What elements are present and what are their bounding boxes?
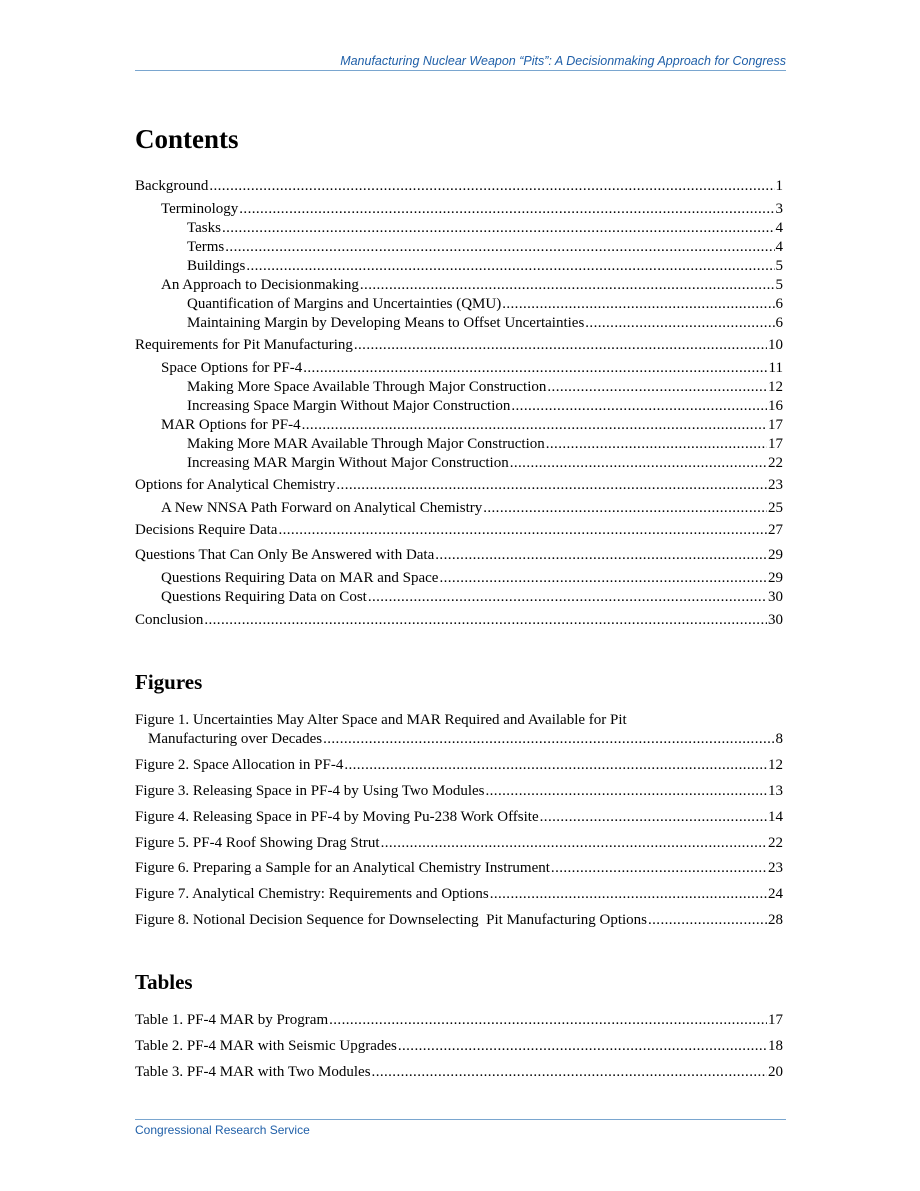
toc-entry-label: Options for Analytical Chemistry — [135, 477, 336, 493]
leader-dots — [372, 1062, 767, 1082]
leader-dots — [502, 294, 774, 314]
toc-entry-maintaining-margin[interactable] — [135, 313, 783, 333]
figure-entry-label: Manufacturing over Decades — [148, 731, 323, 747]
leader-dots — [354, 335, 767, 355]
toc-entry-space-options[interactable] — [135, 358, 783, 378]
leader-dots — [510, 453, 767, 473]
leader-dots — [381, 833, 767, 853]
figure-entry-label: Figure 2. Space Allocation in PF-4 — [135, 757, 344, 773]
toc-entry-label: Conclusion — [135, 612, 204, 628]
figure-3-entry[interactable] — [135, 781, 783, 801]
figure-entry-page: 23 — [768, 860, 783, 876]
toc-entry-page: 30 — [768, 612, 783, 628]
toc-entry-page: 1 — [775, 178, 783, 194]
toc-entry-nnsa-path[interactable] — [135, 498, 783, 518]
contents-heading: Contents — [135, 124, 239, 154]
toc-entry-space-margin[interactable] — [135, 396, 783, 416]
leader-dots — [551, 858, 767, 878]
toc-entry-label: Buildings — [187, 258, 246, 274]
leader-dots — [546, 434, 767, 454]
table-2-entry[interactable] — [135, 1036, 783, 1056]
toc-entry-page: 10 — [768, 337, 783, 353]
toc-entry-mar-margin[interactable] — [135, 453, 783, 473]
figure-entry-page: 24 — [768, 886, 783, 902]
figure-entry-label: Figure 3. Releasing Space in PF-4 by Using Two Modules — [135, 783, 485, 799]
toc-entry-label: Increasing Space Margin Without Major Construction — [187, 398, 511, 414]
toc-entry-questions[interactable] — [135, 545, 783, 565]
toc-entry-label: Space Options for PF-4 — [161, 360, 303, 376]
toc-entry-conclusion[interactable] — [135, 610, 783, 630]
figure-4-entry[interactable] — [135, 807, 783, 827]
toc-entry-page: 11 — [768, 360, 783, 376]
toc-entry-page: 16 — [768, 398, 783, 414]
toc-entry-background[interactable] — [135, 176, 783, 196]
toc-entry-page: 17 — [768, 417, 783, 433]
toc-entry-page: 23 — [768, 477, 783, 493]
leader-dots — [329, 1010, 767, 1030]
table-3-entry[interactable] — [135, 1062, 783, 1082]
leader-dots — [648, 910, 767, 930]
toc-entry-page: 22 — [768, 455, 783, 471]
figure-entry-label: Figure 4. Releasing Space in PF-4 by Moving Pu-238 Work Offsite — [135, 809, 539, 825]
figure-entry-label: Figure 6. Preparing a Sample for an Analytical Chemistry Instrument — [135, 860, 550, 876]
leader-dots — [540, 807, 767, 827]
leader-dots — [336, 475, 767, 495]
figure-8-entry[interactable] — [135, 910, 783, 930]
figure-entry-page: 12 — [768, 757, 783, 773]
toc-entry-page: 30 — [768, 589, 783, 605]
toc-entry-page: 27 — [768, 522, 783, 538]
toc-entry-page: 5 — [775, 277, 783, 293]
toc-entry-label: Questions Requiring Data on Cost — [161, 589, 367, 605]
leader-dots — [486, 781, 768, 801]
figure-6-entry[interactable] — [135, 858, 783, 878]
leader-dots — [246, 256, 774, 276]
toc-entry-page: 3 — [775, 201, 783, 217]
figure-entry-page: 8 — [775, 731, 783, 747]
toc-entry-page: 29 — [768, 547, 783, 563]
toc-entry-label: Quantification of Margins and Uncertainties (QMU) — [187, 296, 502, 312]
toc-entry-decisions-data[interactable] — [135, 520, 783, 540]
toc-entry-label: A New NNSA Path Forward on Analytical Chemistry — [161, 500, 483, 516]
leader-dots — [511, 396, 767, 416]
toc-entry-label: Making More Space Available Through Major Construction — [187, 379, 547, 395]
table-1-entry[interactable] — [135, 1010, 783, 1030]
table-entry-page: 17 — [768, 1012, 783, 1028]
toc-entry-label: Background — [135, 178, 209, 194]
figure-1-label-line1[interactable]: Figure 1. Uncertainties May Alter Space and MAR Required and Available for Pit — [135, 712, 627, 728]
toc-entry-qmu[interactable] — [135, 294, 783, 314]
toc-entry-page: 6 — [775, 315, 783, 331]
leader-dots — [302, 415, 767, 435]
leader-dots — [209, 176, 774, 196]
figure-entry-page: 13 — [768, 783, 783, 799]
table-entry-page: 18 — [768, 1038, 783, 1054]
leader-dots — [439, 568, 767, 588]
toc-entry-page: 5 — [775, 258, 783, 274]
figure-2-entry[interactable] — [135, 755, 783, 775]
leader-dots — [225, 237, 774, 257]
leader-dots — [547, 377, 767, 397]
toc-entry-label: Maintaining Margin by Developing Means to Offset Uncertainties — [187, 315, 585, 331]
tables-heading: Tables — [135, 970, 193, 994]
leader-dots — [222, 218, 775, 238]
toc-entry-terms[interactable] — [135, 237, 783, 257]
leader-dots — [360, 275, 775, 295]
toc-entry-tasks[interactable] — [135, 218, 783, 238]
figure-entry-page: 14 — [768, 809, 783, 825]
table-entry-page: 20 — [768, 1064, 783, 1080]
leader-dots — [398, 1036, 767, 1056]
leader-dots — [435, 545, 767, 565]
toc-entry-analytical-chemistry[interactable] — [135, 475, 783, 495]
leader-dots — [585, 313, 774, 333]
toc-entry-mar-options[interactable] — [135, 415, 783, 435]
toc-entry-approach[interactable] — [135, 275, 783, 295]
toc-entry-terminology[interactable] — [135, 199, 783, 219]
toc-entry-requirements[interactable] — [135, 335, 783, 355]
table-entry-label: Table 3. PF-4 MAR with Two Modules — [135, 1064, 371, 1080]
running-header: Manufacturing Nuclear Weapon “Pits”: A Decisionmaking Approach for Congress — [135, 54, 786, 71]
toc-entry-page: 17 — [768, 436, 783, 452]
leader-dots — [204, 610, 767, 630]
figure-entry-label: Figure 7. Analytical Chemistry: Requirements and Options — [135, 886, 489, 902]
leader-dots — [368, 587, 767, 607]
figure-entry-page: 22 — [768, 835, 783, 851]
figure-5-entry[interactable] — [135, 833, 783, 853]
figure-entry-page: 28 — [768, 912, 783, 928]
toc-entry-label: Terms — [187, 239, 225, 255]
figure-entry-label: Figure 5. PF-4 Roof Showing Drag Strut — [135, 835, 380, 851]
table-entry-label: Table 2. PF-4 MAR with Seismic Upgrades — [135, 1038, 397, 1054]
toc-entry-label: An Approach to Decisionmaking — [161, 277, 359, 293]
toc-entry-label: Tasks — [187, 220, 221, 236]
toc-entry-label: Questions That Can Only Be Answered with Data — [135, 547, 435, 563]
toc-entry-label: Decisions Require Data — [135, 522, 278, 538]
leader-dots — [303, 358, 767, 378]
toc-entry-questions-cost[interactable] — [135, 587, 783, 607]
figure-7-entry[interactable] — [135, 884, 783, 904]
toc-entry-page: 29 — [768, 570, 783, 586]
page-footer: Congressional Research Service — [135, 1119, 786, 1137]
toc-entry-label: Questions Requiring Data on MAR and Space — [161, 570, 439, 586]
toc-entry-label: Terminology — [161, 201, 239, 217]
figure-1-entry[interactable] — [135, 729, 783, 749]
leader-dots — [239, 199, 774, 219]
toc-entry-more-mar-construction[interactable] — [135, 434, 783, 454]
toc-entry-page: 4 — [775, 220, 783, 236]
toc-entry-page: 4 — [775, 239, 783, 255]
table-entry-label: Table 1. PF-4 MAR by Program — [135, 1012, 329, 1028]
toc-entry-page: 12 — [768, 379, 783, 395]
toc-entry-label: Requirements for Pit Manufacturing — [135, 337, 353, 353]
toc-entry-more-space-construction[interactable] — [135, 377, 783, 397]
leader-dots — [490, 884, 767, 904]
toc-entry-buildings[interactable] — [135, 256, 783, 276]
leader-dots — [344, 755, 767, 775]
leader-dots — [483, 498, 767, 518]
toc-entry-label: Increasing MAR Margin Without Major Construction — [187, 455, 509, 471]
toc-entry-questions-mar-space[interactable] — [135, 568, 783, 588]
leader-dots — [278, 520, 767, 540]
figure-entry-label: Figure 8. Notional Decision Sequence for Downselecting Pit Manufacturing Options — [135, 912, 647, 928]
toc-entry-label: Making More MAR Available Through Major Construction — [187, 436, 545, 452]
toc-entry-page: 25 — [768, 500, 783, 516]
toc-entry-page: 6 — [775, 296, 783, 312]
toc-entry-label: MAR Options for PF-4 — [161, 417, 301, 433]
figures-heading: Figures — [135, 670, 203, 694]
leader-dots — [323, 729, 774, 749]
